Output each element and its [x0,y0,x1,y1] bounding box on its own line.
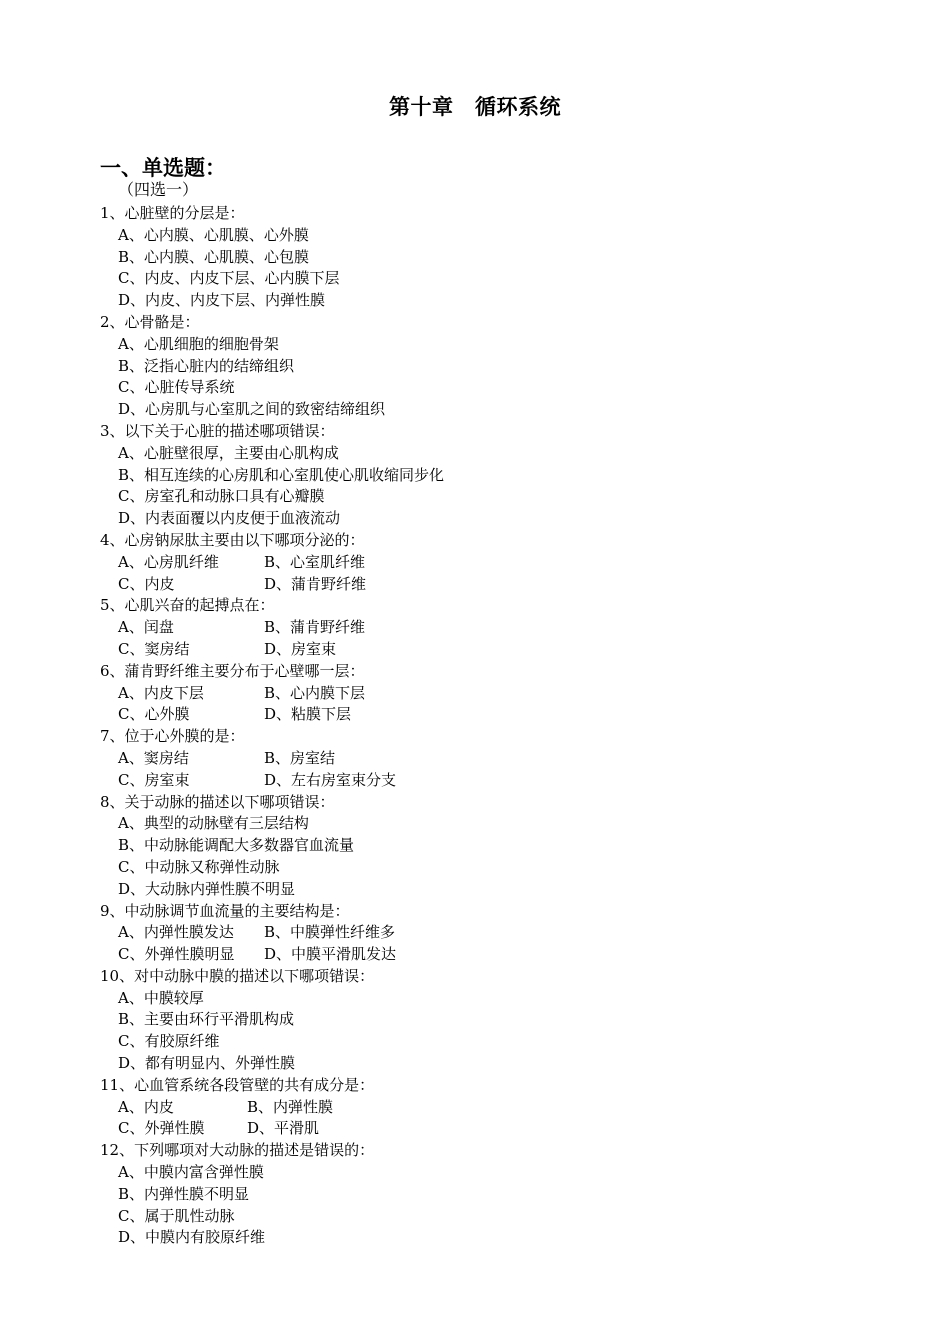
question-stem: 7、位于心外膜的是： [100,727,245,746]
option-b: B、房室结 [264,748,336,767]
question-stem: 10、对中动脉中膜的描述以下哪项错误： [100,966,375,985]
option-d: D、中膜内有胶原纤维 [118,1228,266,1247]
option-a: A、窦房结 [118,748,189,767]
option-d: D、房室束 [264,639,337,658]
option-a: A、心内膜、心肌膜、心外膜 [118,225,309,244]
option-row [100,639,900,661]
option-b: B、内弹性膜 [247,1097,334,1116]
option-row [100,922,900,944]
option-c: C、房室束 [118,770,190,789]
option-b: B、中膜弹性纤维多 [264,923,396,942]
option-a: A、内皮 [118,1097,174,1116]
option-a: A、典型的动脉壁有三层结构 [118,814,309,833]
question-4 [100,530,900,595]
option-d: D、平滑肌 [247,1119,320,1138]
option-c: C、内皮 [118,574,175,593]
option-row [100,683,900,705]
question-5 [100,595,900,660]
question-stem: 12、下列哪项对大动脉的描述是错误的： [100,1141,375,1160]
section-heading: 一、单选题： [100,155,226,180]
option-c: C、心外膜 [118,705,190,724]
question-11 [100,1075,900,1140]
question-stem: 6、蒲肯野纤维主要分布于心壁哪一层： [100,661,365,680]
option-d: D、中膜平滑肌发达 [264,945,397,964]
option-row [100,1118,900,1140]
question-list [100,203,900,1249]
option-d: D、蒲肯野纤维 [264,574,367,593]
option-c: C、外弹性膜明显 [118,945,235,964]
option-b: B、心室肌纤维 [264,552,366,571]
question-8 [100,792,900,901]
section-note: （四选一） [118,180,199,199]
option-a: A、内皮下层 [118,683,204,702]
option-c: C、有胶原纤维 [118,1032,220,1051]
option-c: C、房室孔和动脉口具有心瓣膜 [118,487,325,506]
question-2 [100,312,900,421]
option-row [100,1097,900,1119]
option-d: D、粘膜下层 [264,705,352,724]
option-d: D、都有明显内、外弹性膜 [118,1054,296,1073]
question-1 [100,203,900,312]
question-9 [100,901,900,966]
option-b: B、主要由环行平滑肌构成 [118,1010,295,1029]
option-c: C、心脏传导系统 [118,378,235,397]
option-a: A、心房肌纤维 [118,552,219,571]
option-a: A、心肌细胞的细胞骨架 [118,334,279,353]
question-12 [100,1140,900,1249]
question-stem: 11、心血管系统各段管壁的共有成分是： [100,1075,375,1094]
option-d: D、内皮、内皮下层、内弹性膜 [118,291,326,310]
option-a: A、中膜较厚 [118,988,204,1007]
question-stem: 3、以下关于心脏的描述哪项错误： [100,421,335,440]
option-b: B、心内膜、心肌膜、心包膜 [118,247,310,266]
option-row [100,704,900,726]
question-6 [100,661,900,726]
option-c: C、中动脉又称弹性动脉 [118,857,280,876]
option-b: B、泛指心脏内的结缔组织 [118,356,295,375]
option-c: C、属于肌性动脉 [118,1206,235,1225]
question-stem: 2、心骨骼是： [100,312,200,331]
option-row [100,748,900,770]
option-b: B、相互连续的心房肌和心室肌使心肌收缩同步化 [118,465,445,484]
option-row [100,552,900,574]
question-stem: 8、关于动脉的描述以下哪项错误： [100,792,335,811]
option-c: C、窦房结 [118,639,190,658]
page-title: 第十章 循环系统 [389,94,561,119]
option-c: C、外弹性膜 [118,1119,205,1138]
option-d: D、心房肌与心室肌之间的致密结缔组织 [118,400,386,419]
option-b: B、内弹性膜不明显 [118,1184,250,1203]
option-a: A、中膜内富含弹性膜 [118,1163,264,1182]
option-d: D、内表面覆以内皮便于血液流动 [118,509,341,528]
option-row [100,944,900,966]
option-d: D、大动脉内弹性膜不明显 [118,879,296,898]
option-b: B、中动脉能调配大多数器官血流量 [118,836,355,855]
option-b: B、心内膜下层 [264,683,366,702]
question-stem: 4、心房钠尿肽主要由以下哪项分泌的： [100,530,365,549]
option-a: A、闰盘 [118,618,174,637]
question-stem: 5、心肌兴奋的起搏点在： [100,596,275,615]
question-stem: 9、中动脉调节血流量的主要结构是： [100,901,350,920]
option-d: D、左右房室束分支 [264,770,397,789]
option-row [100,617,900,639]
option-row [100,574,900,596]
question-10 [100,966,900,1075]
option-a: A、内弹性膜发达 [118,923,234,942]
question-7 [100,726,900,791]
question-stem: 1、心脏壁的分层是： [100,204,245,222]
option-b: B、蒲肯野纤维 [264,618,366,637]
question-3 [100,421,900,530]
option-row [100,770,900,792]
option-c: C、内皮、内皮下层、心内膜下层 [118,269,340,288]
option-a: A、心脏壁很厚，主要由心肌构成 [118,443,339,462]
